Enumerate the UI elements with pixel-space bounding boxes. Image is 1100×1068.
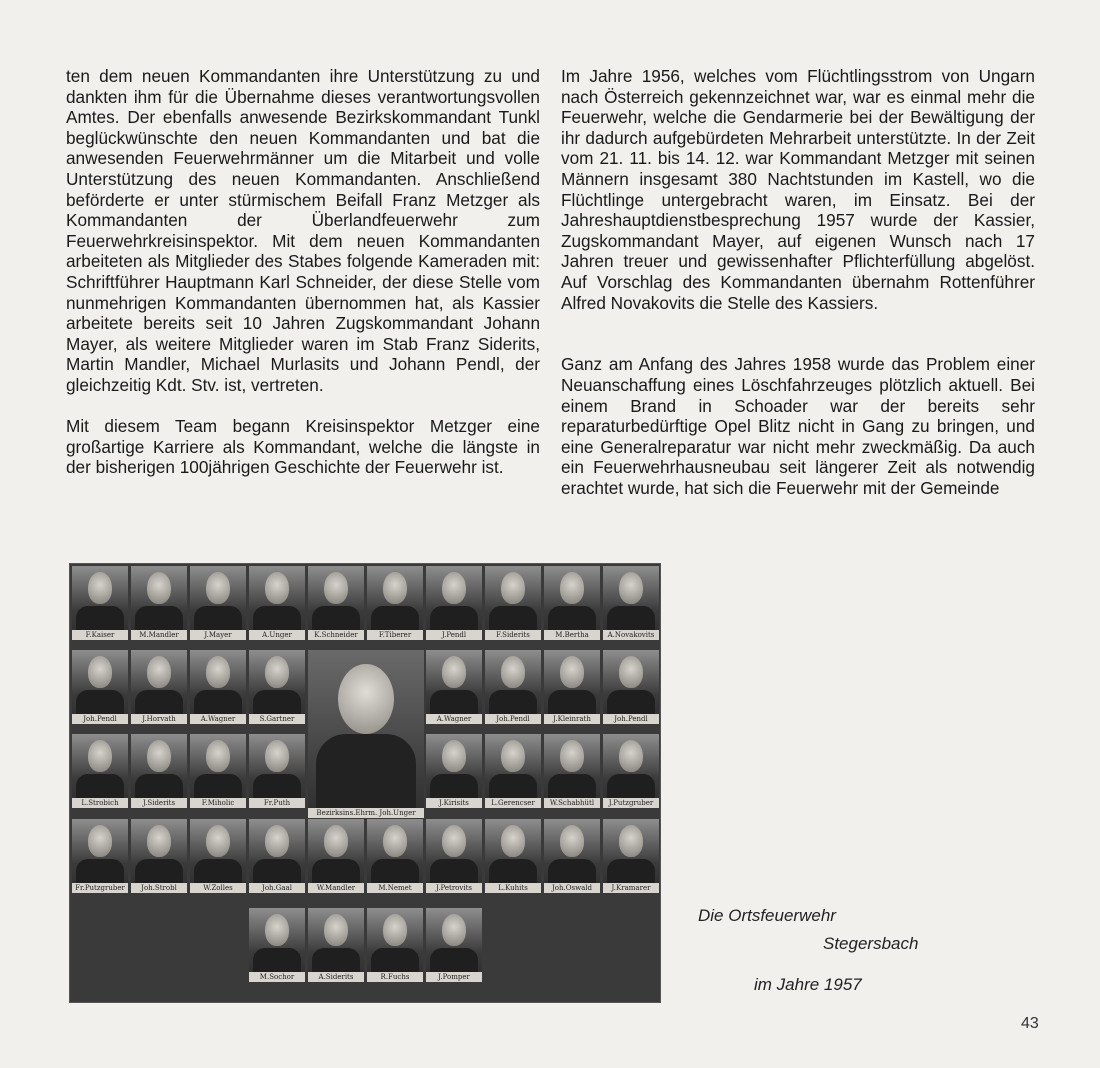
- portrait: [426, 650, 482, 724]
- portrait: [544, 819, 600, 893]
- portrait: [249, 734, 305, 808]
- caption-line-1: Die Ortsfeuerwehr: [698, 906, 836, 925]
- portrait-name-label: J.Petrovits: [426, 883, 482, 893]
- portrait: [603, 566, 659, 640]
- portrait-name-label: J.Kramarer: [603, 883, 659, 893]
- portrait: [603, 734, 659, 808]
- portrait: [485, 650, 541, 724]
- portrait-name-label: Joh.Pendl: [603, 714, 659, 724]
- portrait: [426, 734, 482, 808]
- portrait-name-label: L.Kuhits: [485, 883, 541, 893]
- portrait: [72, 650, 128, 724]
- portrait-name-label: A.Siderits: [308, 972, 364, 982]
- portrait-name-label: K.Schneider: [308, 630, 364, 640]
- portrait-name-label: S.Gartner: [249, 714, 305, 724]
- portrait: [544, 650, 600, 724]
- portrait-name-label: J.Horvath: [131, 714, 187, 724]
- portrait: [190, 650, 246, 724]
- portrait: [72, 566, 128, 640]
- portrait: [131, 734, 187, 808]
- caption-line-2: Stegersbach: [823, 934, 919, 953]
- portrait-name-label: Fr.Putzgruber: [72, 883, 128, 893]
- portrait-name-label: M.Sochor: [249, 972, 305, 982]
- portrait: [190, 734, 246, 808]
- portrait: [249, 908, 305, 982]
- right-paragraph-1: Im Jahre 1956, welches vom Flüchtlingsstrom von Ungarn nach Österreich gekennzeichnet war, war es einmal mehr die Feuerwehr, welche die Gendarmerie bei der Bewältigung der ihr dadurch aufgebürdeten Mehrarbeit unterstützte. In der Zeit vom 21. 11. bis 14. 12. war Kommandant Metzger mit seinen Männern insgesamt 380 Nachtstunden im Kastell, wo die Flüchtlinge untergebracht waren, im Einsatz. Bei der Jahreshauptdienstbesprechung 1957 wurde der Kassier, Zugskommandant Mayer, auf eigenen Wunsch nach 17 Jahren treuer und gewissenhafter Pflichterfüllung abgelöst. Auf Vorschlag des Kommandanten übernahm Rottenführer Alfred Novakovits die Stelle des Kassiers.: [561, 66, 1035, 313]
- portrait: [367, 566, 423, 640]
- portrait-name-label: Joh.Pendl: [485, 714, 541, 724]
- portrait: [367, 908, 423, 982]
- portrait-name-label: L.Strobich: [72, 798, 128, 808]
- portrait-name-label: Joh.Pendl: [72, 714, 128, 724]
- portrait: [249, 566, 305, 640]
- portrait: [249, 819, 305, 893]
- portrait: [485, 819, 541, 893]
- portrait: [308, 566, 364, 640]
- portrait: [367, 819, 423, 893]
- portrait-name-label: J.Pomper: [426, 972, 482, 982]
- portrait-name-label: A.Novakovits: [603, 630, 659, 640]
- portrait-name-label: A.Unger: [249, 630, 305, 640]
- portrait-name-label: J.Mayer: [190, 630, 246, 640]
- portrait-name-label: F.Miholic: [190, 798, 246, 808]
- portrait: [426, 566, 482, 640]
- portrait: [426, 819, 482, 893]
- portrait: [308, 819, 364, 893]
- page-number: 43: [1021, 1015, 1039, 1032]
- portrait: [544, 566, 600, 640]
- left-paragraph-2: Mit diesem Team begann Kreisinspektor Metzger eine großartige Karriere als Kommandant, welche die längste in der bisherigen 100jährigen Geschichte der Feuerwehr ist.: [66, 416, 540, 478]
- portrait: [603, 819, 659, 893]
- portrait-name-label: F.Kaiser: [72, 630, 128, 640]
- portrait-name-label: W.Zolles: [190, 883, 246, 893]
- right-paragraph-2: Ganz am Anfang des Jahres 1958 wurde das Problem einer Neuanschaffung eines Löschfahrzeuges plötzlich aktuell. Bei einem Brand in Schoader war der bereits sehr reparaturbedürftige Opel Blitz nicht in Gang zu bringen, und eine Generalreparatur war nicht mehr zweckmäßig. Da auch ein Feuerwehrhausneubau seit längerer Zeit als notwendig erachtet wurde, hat sich die Feuerwehr mit der Gemeinde: [561, 354, 1035, 498]
- portrait: [249, 650, 305, 724]
- portrait: [131, 566, 187, 640]
- portrait-name-label: W.Mandler: [308, 883, 364, 893]
- portrait: [131, 650, 187, 724]
- portrait: [308, 908, 364, 982]
- portrait-name-label: Joh.Gaal: [249, 883, 305, 893]
- portrait: [426, 908, 482, 982]
- portrait: [72, 734, 128, 808]
- caption-line-3: im Jahre 1957: [754, 975, 862, 994]
- commander-portrait: [308, 650, 424, 818]
- portrait: [485, 566, 541, 640]
- portrait-name-label: F.Siderits: [485, 630, 541, 640]
- portrait-name-label: Joh.Strobl: [131, 883, 187, 893]
- portrait-name-label: J.Siderits: [131, 798, 187, 808]
- portrait: [190, 566, 246, 640]
- portrait-name-label: L.Gerencser: [485, 798, 541, 808]
- portrait-name-label: Fr.Puth: [249, 798, 305, 808]
- portrait: [131, 819, 187, 893]
- left-paragraph-1: ten dem neuen Kommandanten ihre Unterstützung zu und dankten ihm für die Übernahme dieses verantwortungsvollen Amtes. Der ebenfalls anwesende Bezirkskommandant Tunkl beglückwünschte den neuen Kommandanten und bat die anwesenden Feuerwehrmänner um die Mitarbeit und volle Unterstützung des neuen Kommandanten. Anschließend beförderte er unter stürmischem Beifall Franz Metzger als Kommandanten der Überlandfeuerwehr zum Feuerwehrkreisinspektor. Mit dem neuen Kommandanten arbeiteten als Mitglieder des Stabes folgende Kameraden mit: Schriftführer Hauptmann Karl Schneider, der diese Stelle vom nunmehrigen Kommandanten übernommen hat, als Kassier arbeitete bereits seit 10 Jahren Zugskommandant Johann Mayer, als weitere Mitglieder waren im Stab Franz Siderits, Martin Mandler, Michael Murlasits und Johann Pendl, der gleichzeitig Kdt. Stv. ist, vertreten.: [66, 66, 540, 395]
- portrait-name-label: R.Fuchs: [367, 972, 423, 982]
- portrait: [190, 819, 246, 893]
- portrait: [603, 650, 659, 724]
- portrait: [544, 734, 600, 808]
- portrait-name-label: J.Putzgruber: [603, 798, 659, 808]
- portrait: [72, 819, 128, 893]
- portrait-name-label: M.Mandler: [131, 630, 187, 640]
- portrait-name-label: J.Kleinrath: [544, 714, 600, 724]
- portrait-name-label: J.Kirisits: [426, 798, 482, 808]
- commander-name-label: Bezirksins.Ehrm. Joh.Unger: [308, 808, 424, 818]
- portrait-name-label: M.Nemet: [367, 883, 423, 893]
- portrait-name-label: F.Tiberer: [367, 630, 423, 640]
- portrait-name-label: A.Wagner: [426, 714, 482, 724]
- portrait: [485, 734, 541, 808]
- portrait-name-label: W.Schabhütl: [544, 798, 600, 808]
- left-text-column: [66, 66, 540, 478]
- portrait-name-label: J.Pendl: [426, 630, 482, 640]
- portrait-name-label: A.Wagner: [190, 714, 246, 724]
- portrait-name-label: M.Bertha: [544, 630, 600, 640]
- right-text-column: [561, 66, 1035, 498]
- portrait-name-label: Joh.Oswald: [544, 883, 600, 893]
- group-photo-collage: [69, 563, 661, 1003]
